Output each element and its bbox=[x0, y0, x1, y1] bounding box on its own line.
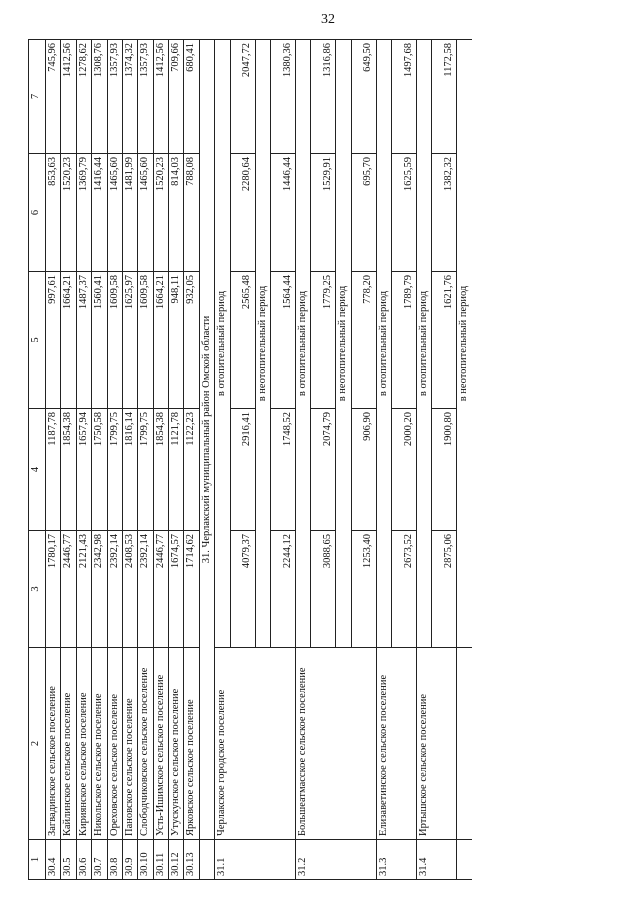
row-value: 2565,48 bbox=[230, 272, 255, 409]
row-value: 1382,32 bbox=[432, 154, 457, 272]
row-value: 1664,21 bbox=[153, 272, 168, 409]
nonheating-period-label: в неотопительный период bbox=[255, 40, 270, 648]
heating-period-label: в отопительный период bbox=[376, 40, 391, 648]
row-value: 1900,80 bbox=[432, 409, 457, 531]
row-value: 2342,98 bbox=[92, 531, 107, 648]
row-id: 31.1 bbox=[215, 840, 296, 880]
row-value: 997,61 bbox=[46, 272, 61, 409]
row-value: 1799,75 bbox=[107, 409, 122, 531]
heating-period-label: в отопительный период bbox=[417, 40, 432, 648]
row-id: 31.4 bbox=[417, 840, 457, 880]
row-id: 30.9 bbox=[122, 840, 137, 880]
row-value: 1657,94 bbox=[76, 409, 91, 531]
row-id: 30.8 bbox=[107, 840, 122, 880]
row-value: 1316,86 bbox=[311, 40, 336, 154]
row-value: 1799,75 bbox=[138, 409, 153, 531]
row-value: 709,66 bbox=[169, 40, 184, 154]
row-value: 1374,32 bbox=[122, 40, 137, 154]
col-header: 7 bbox=[29, 40, 46, 154]
row-value: 1520,23 bbox=[61, 154, 76, 272]
row-id: 30.5 bbox=[61, 840, 76, 880]
row-value: 1816,14 bbox=[122, 409, 137, 531]
table-row bbox=[76, 40, 91, 880]
table-row bbox=[184, 40, 199, 880]
row-value: 948,11 bbox=[169, 272, 184, 409]
row-value: 932,05 bbox=[184, 272, 199, 409]
row-value: 1714,62 bbox=[184, 531, 199, 648]
row-value: 2047,72 bbox=[230, 40, 255, 154]
section-title: 31. Черлакский муниципальный район Омской области bbox=[199, 40, 214, 840]
row-value: 1779,25 bbox=[311, 272, 336, 409]
col-header: 3 bbox=[29, 531, 46, 648]
row-id: 30.13 bbox=[184, 840, 199, 880]
col-header: 2 bbox=[29, 648, 46, 840]
row-value: 2875,06 bbox=[432, 531, 457, 648]
row-value: 853,63 bbox=[46, 154, 61, 272]
row-id: 30.11 bbox=[153, 840, 168, 880]
row-value: 1412,56 bbox=[153, 40, 168, 154]
page-number: 32 bbox=[321, 12, 335, 27]
table-row bbox=[92, 40, 107, 880]
period-row bbox=[417, 40, 432, 880]
row-value: 1564,44 bbox=[270, 272, 295, 409]
row-name: Кириянское сельское поселение bbox=[76, 648, 91, 840]
row-value: 1446,44 bbox=[270, 154, 295, 272]
row-value: 695,70 bbox=[351, 154, 376, 272]
header-row bbox=[29, 40, 46, 880]
row-value: 2392,14 bbox=[107, 531, 122, 648]
table-row bbox=[153, 40, 168, 880]
row-value: 1854,38 bbox=[153, 409, 168, 531]
row-name: Ярковское сельское поселение bbox=[184, 648, 199, 840]
row-name: Пановское сельское поселение bbox=[122, 648, 137, 840]
row-value: 1750,58 bbox=[92, 409, 107, 531]
row-name: Загвадинское сельское поселение bbox=[46, 648, 61, 840]
row-value: 778,20 bbox=[351, 272, 376, 409]
period-row bbox=[457, 40, 472, 880]
row-value: 2244,12 bbox=[270, 531, 295, 648]
row-value: 4079,37 bbox=[230, 531, 255, 648]
row-value: 1674,57 bbox=[169, 531, 184, 648]
row-value: 649,50 bbox=[351, 40, 376, 154]
row-value: 1497,68 bbox=[392, 40, 417, 154]
table-row bbox=[169, 40, 184, 880]
heating-period-label: в отопительный период bbox=[295, 40, 310, 648]
row-name: Слободчиковское сельское поселение bbox=[138, 648, 153, 840]
row-value: 1416,44 bbox=[92, 154, 107, 272]
row-id: 30.6 bbox=[76, 840, 91, 880]
row-value: 1412,56 bbox=[61, 40, 76, 154]
heating-period-label: в отопительный период bbox=[215, 40, 230, 648]
row-name: Большеатмасское сельское поселение bbox=[295, 648, 376, 840]
row-id: 30.4 bbox=[46, 840, 61, 880]
row-name: Кайлинское сельское поселение bbox=[61, 648, 76, 840]
row-value: 680,41 bbox=[184, 40, 199, 154]
table-row bbox=[107, 40, 122, 880]
row-value: 1187,78 bbox=[46, 409, 61, 531]
row-value: 2392,14 bbox=[138, 531, 153, 648]
row-value: 1529,91 bbox=[311, 154, 336, 272]
row-value: 1172,58 bbox=[432, 40, 457, 154]
section-row bbox=[199, 40, 214, 880]
period-row bbox=[295, 40, 310, 880]
row-value: 788,08 bbox=[184, 154, 199, 272]
row-value: 1122,23 bbox=[184, 409, 199, 531]
row-value: 745,96 bbox=[46, 40, 61, 154]
row-value: 2916,41 bbox=[230, 409, 255, 531]
table-row bbox=[138, 40, 153, 880]
table-row bbox=[61, 40, 76, 880]
row-value: 1854,38 bbox=[61, 409, 76, 531]
row-value: 1789,79 bbox=[392, 272, 417, 409]
row-value: 1278,62 bbox=[76, 40, 91, 154]
row-id: 30.7 bbox=[92, 840, 107, 880]
row-id: 30.12 bbox=[169, 840, 184, 880]
row-name: Никольское сельское поселение bbox=[92, 648, 107, 840]
row-value: 1520,23 bbox=[153, 154, 168, 272]
row-id: 31.3 bbox=[376, 840, 416, 880]
row-value: 1481,99 bbox=[122, 154, 137, 272]
row-value: 1465,60 bbox=[138, 154, 153, 272]
row-value: 906,90 bbox=[351, 409, 376, 531]
row-value: 814,03 bbox=[169, 154, 184, 272]
row-value: 1625,59 bbox=[392, 154, 417, 272]
row-value: 1621,76 bbox=[432, 272, 457, 409]
row-value: 3088,65 bbox=[311, 531, 336, 648]
row-value: 1487,37 bbox=[76, 272, 91, 409]
row-value: 1380,36 bbox=[270, 40, 295, 154]
row-value: 2446,77 bbox=[153, 531, 168, 648]
row-value: 1664,21 bbox=[61, 272, 76, 409]
row-value: 1609,58 bbox=[107, 272, 122, 409]
row-value: 1308,76 bbox=[92, 40, 107, 154]
row-id: 31.2 bbox=[295, 840, 376, 880]
tariff-table bbox=[28, 39, 472, 880]
row-name: Иртышское сельское поселение bbox=[417, 648, 457, 840]
period-row bbox=[215, 40, 230, 880]
col-header: 5 bbox=[29, 272, 46, 409]
row-value: 2074,79 bbox=[311, 409, 336, 531]
row-name: Ореховское сельское поселение bbox=[107, 648, 122, 840]
row-value: 2673,52 bbox=[392, 531, 417, 648]
row-name: Усть-Ишимское сельское поселение bbox=[153, 648, 168, 840]
row-value: 1121,78 bbox=[169, 409, 184, 531]
row-name: Елизаветинское сельское поселение bbox=[376, 648, 416, 840]
col-header: 6 bbox=[29, 154, 46, 272]
row-value: 2000,20 bbox=[392, 409, 417, 531]
row-value: 1357,93 bbox=[107, 40, 122, 154]
rotated-table-container bbox=[28, 40, 558, 880]
row-value: 2446,77 bbox=[61, 531, 76, 648]
row-id: 30.10 bbox=[138, 840, 153, 880]
table-row bbox=[122, 40, 137, 880]
row-name: Утускунское сельское поселение bbox=[169, 648, 184, 840]
row-value: 2280,64 bbox=[230, 154, 255, 272]
row-value: 2408,53 bbox=[122, 531, 137, 648]
row-value: 1369,79 bbox=[76, 154, 91, 272]
row-value: 1625,97 bbox=[122, 272, 137, 409]
nonheating-period-label: в неотопительный период bbox=[457, 40, 472, 648]
row-value: 1465,60 bbox=[107, 154, 122, 272]
row-value: 1253,40 bbox=[351, 531, 376, 648]
row-value: 1560,41 bbox=[92, 272, 107, 409]
col-header: 4 bbox=[29, 409, 46, 531]
period-row bbox=[376, 40, 391, 880]
row-value: 2121,43 bbox=[76, 531, 91, 648]
row-name: Черлакское городское поселение bbox=[215, 648, 296, 840]
row-value: 1609,58 bbox=[138, 272, 153, 409]
row-value: 1357,93 bbox=[138, 40, 153, 154]
row-value: 1780,17 bbox=[46, 531, 61, 648]
row-value: 1748,52 bbox=[270, 409, 295, 531]
table-row bbox=[46, 40, 61, 880]
col-header: 1 bbox=[29, 840, 46, 880]
nonheating-period-label: в неотопительный период bbox=[336, 40, 351, 648]
